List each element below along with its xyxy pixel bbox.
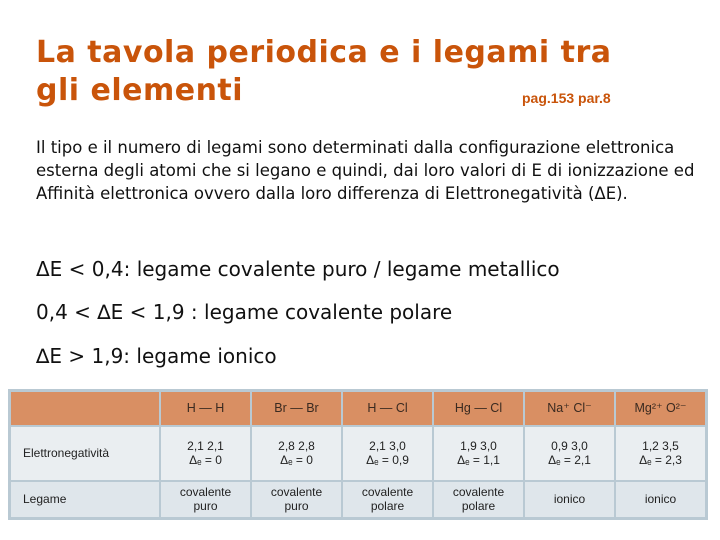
en-pair: 0,9 3,0 [551,439,588,453]
en-delta: Δₑ = 0,9 [366,453,409,467]
bond-table [8,389,708,520]
en-delta: Δₑ = 0 [280,453,313,467]
en-cell [525,427,614,480]
row-label-electronegativity: Elettronegatività [11,427,159,480]
en-cell [161,427,250,480]
table-header: Br — Br [252,392,341,425]
table-header: Mg²⁺ O²⁻ [616,392,705,425]
bond-type: ionico [553,492,586,506]
title-line-1: La tavola periodica e i legami tra [36,35,612,70]
en-pair: 2,8 2,8 [278,439,315,453]
bond-type: covalente [361,485,414,499]
bond-cell [343,482,432,517]
bond-type: covalente [270,485,323,499]
bond-cell [525,482,614,517]
en-cell [434,427,523,480]
page-reference: pag.153 par.8 [522,90,611,106]
en-cell [616,427,705,480]
table-header: H — Cl [343,392,432,425]
bond-type: covalente [179,485,232,499]
bond-type: ionico [644,492,677,506]
table-header: H — H [161,392,250,425]
table-header-corner [11,392,159,425]
bond-cell [434,482,523,517]
en-cell [343,427,432,480]
en-pair: 2,1 3,0 [369,439,406,453]
bond-cell [161,482,250,517]
en-delta: Δₑ = 2,1 [548,453,591,467]
rule-ionic: ∆E > 1,9: legame ionico [36,344,277,368]
row-label-bond: Legame [11,482,159,517]
en-delta: Δₑ = 2,3 [639,453,682,467]
title-line-2: gli elementi [36,73,244,108]
rule-covalent-polar: 0,4 < ∆E < 1,9 : legame covalente polare [36,300,453,324]
bond-subtype: polare [461,499,496,513]
bond-subtype: puro [193,499,218,513]
intro-paragraph: Il tipo e il numero di legami sono determinati dalla configurazione elettronica esterna degli atomi che si legano e quindi, dai loro valori di E di ionizzazione ed Affinità elettronica ovvero dalla loro differenza di Elettronegatività (ΔE). [36,138,695,203]
en-pair: 1,9 3,0 [460,439,497,453]
rule-covalent-pure: ΔE < 0,4: legame covalente puro / legame metallico [36,257,560,281]
bond-type: covalente [452,485,505,499]
en-pair: 1,2 3,5 [642,439,679,453]
bond-cell [252,482,341,517]
en-pair: 2,1 2,1 [187,439,224,453]
en-delta: Δₑ = 0 [189,453,222,467]
bond-subtype: puro [284,499,309,513]
en-delta: Δₑ = 1,1 [457,453,500,467]
en-cell [252,427,341,480]
bond-subtype: polare [370,499,405,513]
bond-cell [616,482,705,517]
table-header: Na⁺ Cl⁻ [525,392,614,425]
table-header: Hg — Cl [434,392,523,425]
